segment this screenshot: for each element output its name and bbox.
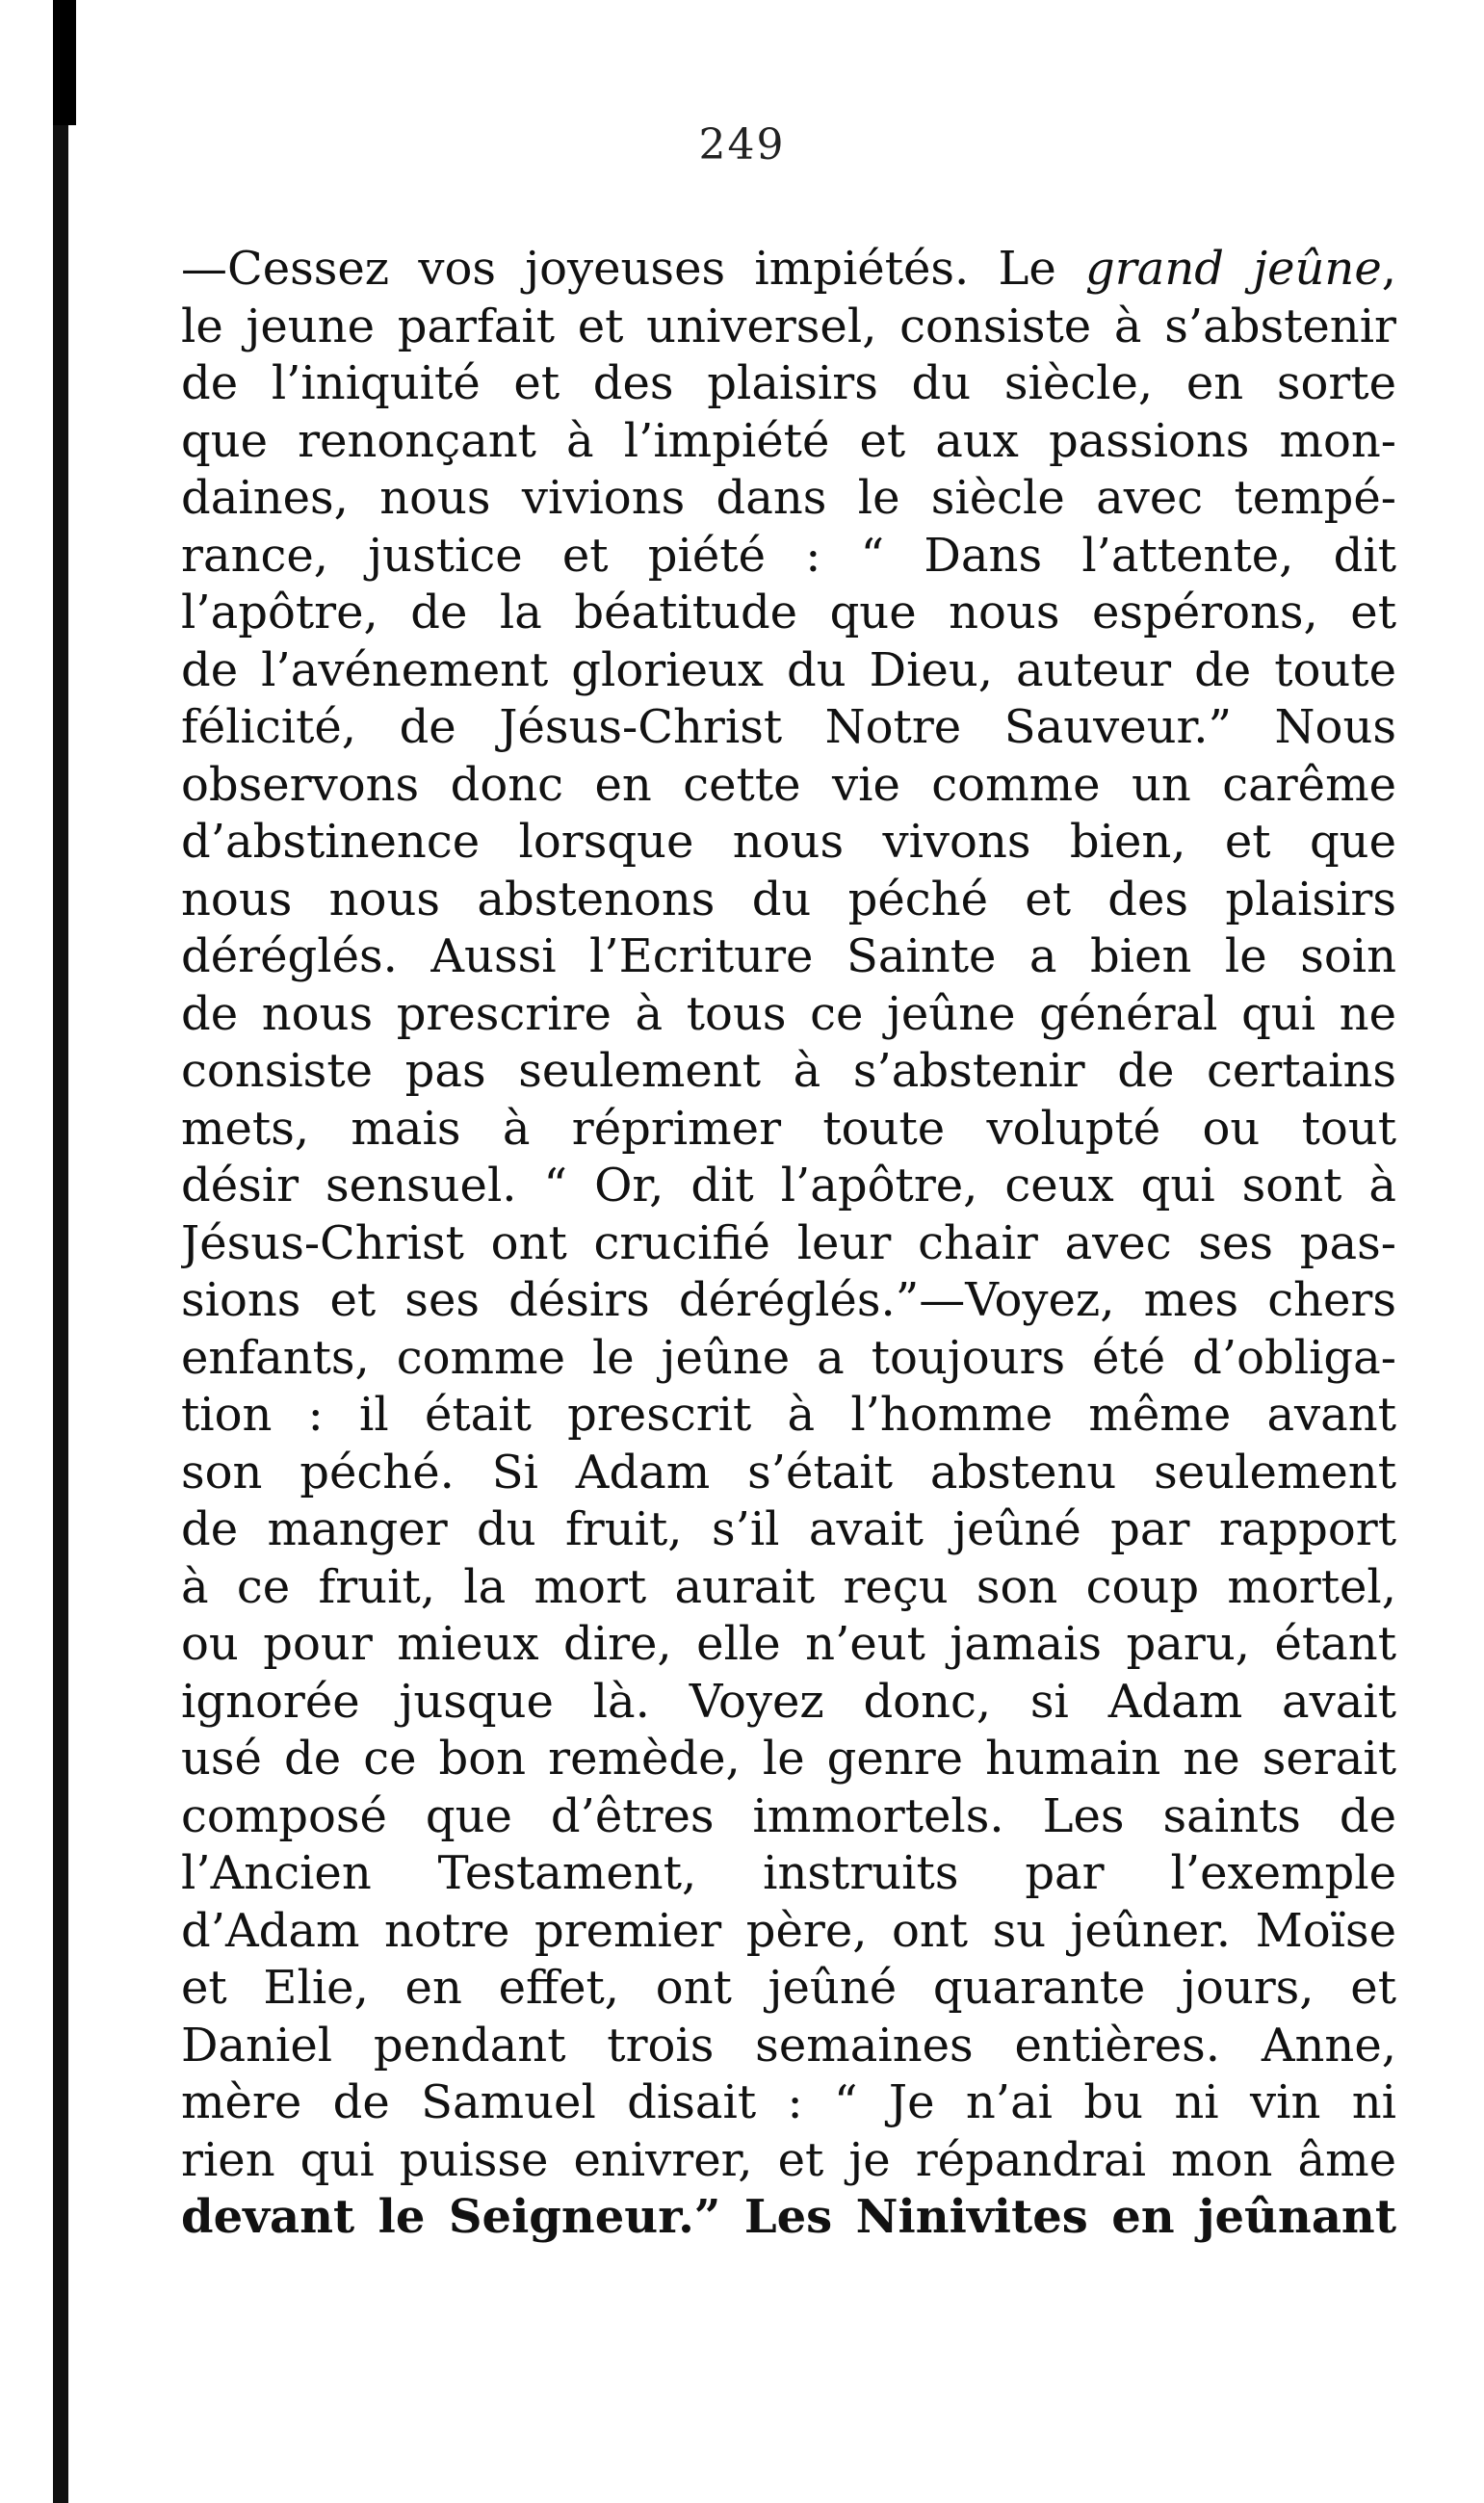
text-line: et Elie, en effet, ont jeûné quarante jours, et <box>181 1961 1396 2015</box>
text-line: —Cessez vos joyeuses impiétés. Le grand jeûne, <box>181 242 1396 296</box>
text-line: mère de Samuel disait : “ Je n’ai bu ni vin ni <box>181 2075 1396 2129</box>
text-line: rance, justice et piété : “ Dans l’attente, dit <box>181 528 1396 583</box>
text-line: daines, nous vivions dans le siècle avec tempé- <box>181 471 1396 525</box>
text-line: l’apôtre, de la béatitude que nous espérons, et <box>181 586 1396 639</box>
page-number: 249 <box>698 120 786 169</box>
text-line: consiste pas seulement à s’abstenir de certains <box>181 1044 1396 1098</box>
text-line: nous nous abstenons du péché et des plaisirs <box>181 872 1396 926</box>
text-line: à ce fruit, la mort aurait reçu son coup mortel, <box>181 1559 1396 1614</box>
binding-edge-shadow <box>53 0 76 125</box>
text-line: désir sensuel. “ Or, dit l’apôtre, ceux qui sont à <box>181 1159 1396 1212</box>
text-line: Jésus-Christ ont crucifié leur chair avec ses pas- <box>181 1215 1396 1270</box>
text-line: d’Adam notre premier père, ont su jeûner. Moïse <box>181 1903 1396 1958</box>
text-line: que renonçant à l’impiété et aux passions mon- <box>181 413 1396 468</box>
text-line: rien qui puisse enivrer, et je répandrai mon âme <box>181 2132 1396 2187</box>
text-line: de l’avénement glorieux du Dieu, auteur de toute <box>181 642 1396 697</box>
binding-edge <box>53 0 68 2503</box>
text-line: usé de ce bon remède, le genre humain ne serait <box>181 1732 1396 1786</box>
text-line: enfants, comme le jeûne a toujours été d’obliga- <box>181 1330 1396 1385</box>
text-line: devant le Seigneur.” Les Ninivites en jeûnant <box>181 2190 1396 2244</box>
text-line: de manger du fruit, s’il avait jeûné par rapport <box>181 1502 1396 1556</box>
text-line: sions et ses désirs déréglés.”—Voyez, mes chers <box>181 1273 1396 1327</box>
text-line: ou pour mieux dire, elle n’eut jamais paru, étant <box>181 1617 1396 1671</box>
text-line: Daniel pendant trois semaines entières. Anne, <box>181 2018 1396 2073</box>
text-line: de nous prescrire à tous ce jeûne général qui ne <box>181 986 1396 1041</box>
text-line: composé que d’êtres immortels. Les saints de <box>181 1788 1396 1843</box>
text-line: l’Ancien Testament, instruits par l’exemple <box>181 1846 1396 1900</box>
text-line: tion : il était prescrit à l’homme même avant <box>181 1388 1396 1442</box>
text-line: mets, mais à réprimer toute volupté ou tout <box>181 1101 1396 1156</box>
text-line: son péché. Si Adam s’était abstenu seulement <box>181 1445 1396 1499</box>
body-text <box>181 241 1396 2247</box>
text-line: de l’iniquité et des plaisirs du siècle, en sorte <box>181 356 1396 410</box>
text-line: déréglés. Aussi l’Ecriture Sainte a bien le soin <box>181 929 1396 983</box>
text-line: le jeune parfait et universel, consiste à s’abstenir <box>181 299 1396 353</box>
text-line: ignorée jusque là. Voyez donc, si Adam avait <box>181 1674 1396 1729</box>
text-line: observons donc en cette vie comme un carême <box>181 757 1396 812</box>
emphasis-text: grand jeûne <box>1085 242 1382 296</box>
text-line: d’abstinence lorsque nous vivons bien, et que <box>181 815 1396 869</box>
text-line: félicité, de Jésus-Christ Notre Sauveur.” Nous <box>181 700 1396 754</box>
